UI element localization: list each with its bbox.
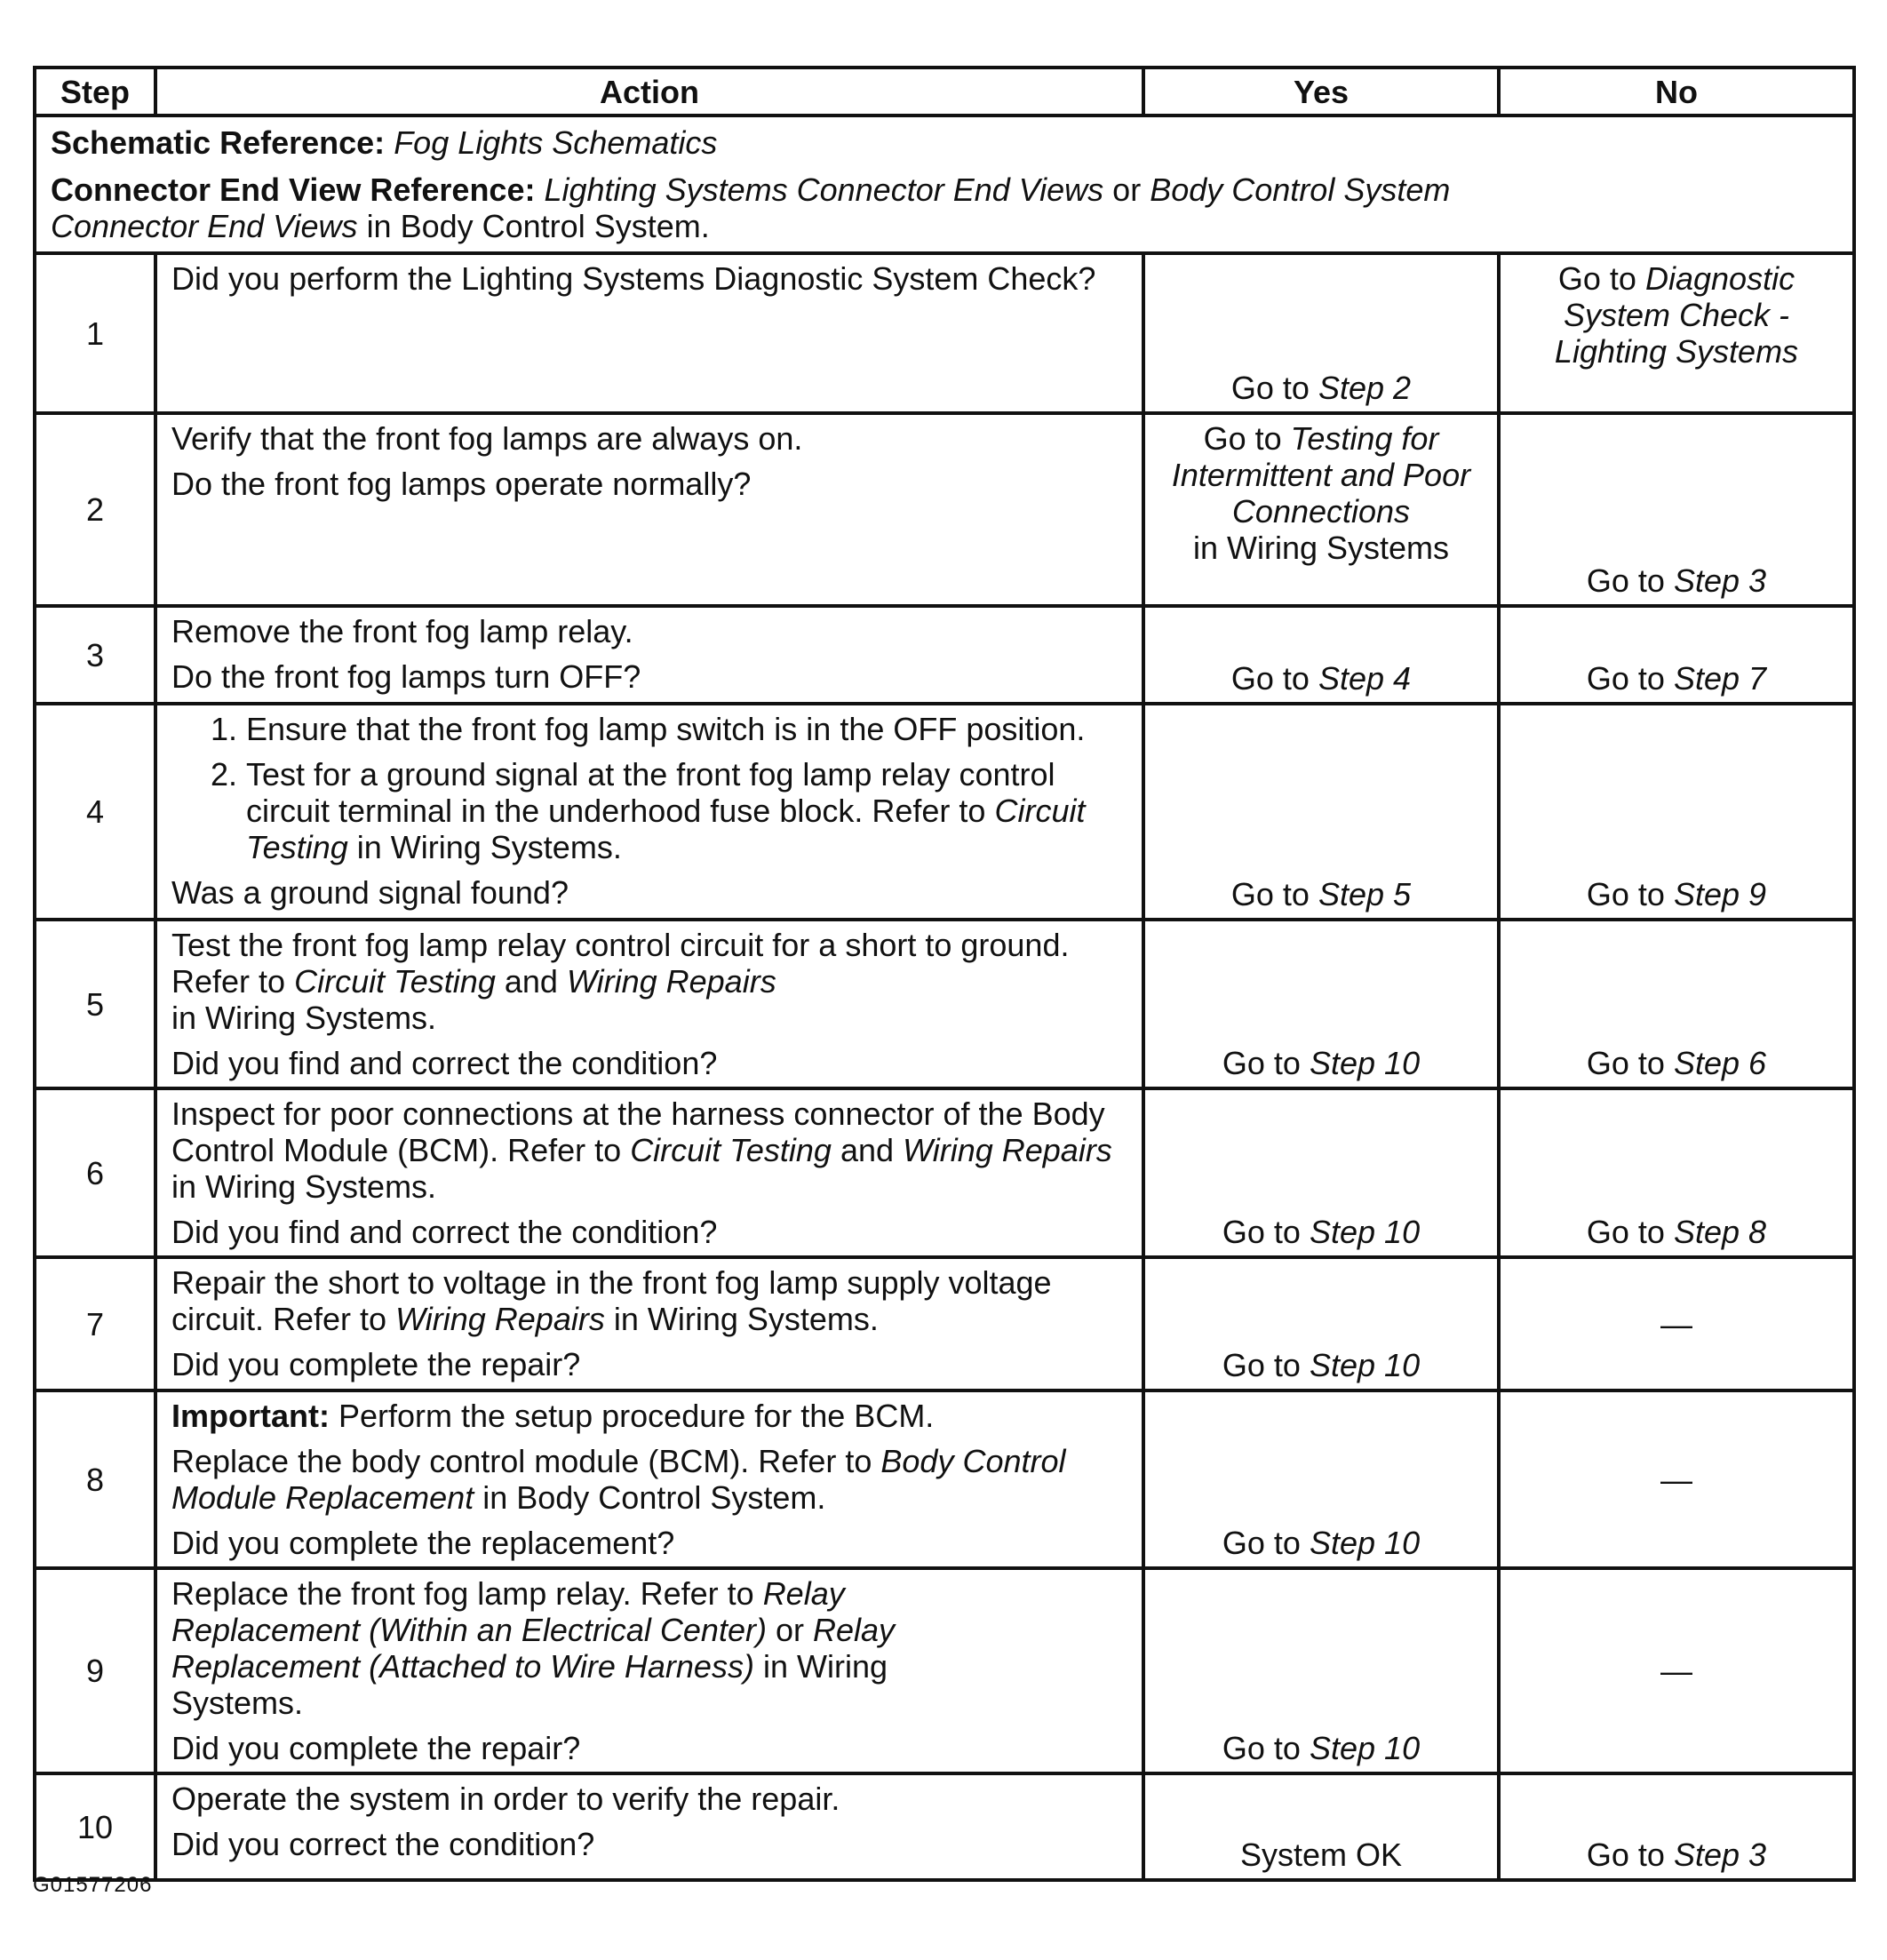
table-row: [35, 1568, 1854, 1773]
no-cell: [1499, 1773, 1854, 1880]
action-steps: [171, 711, 1127, 865]
action-text: [171, 1443, 1127, 1516]
bcm-replacement-link[interactable]: Body Control Module Replacement: [171, 1443, 1066, 1516]
table-row: [35, 606, 1854, 704]
no-cell: [1499, 1568, 1854, 1773]
action-text: Verify that the front fog lamps are always on.: [171, 420, 803, 457]
no-dash: —: [1660, 1653, 1692, 1689]
relay-replacement-center-link[interactable]: Relay Replacement (Within an Electrical Center): [171, 1575, 845, 1648]
action-cell: [155, 704, 1143, 920]
step-number: 4: [35, 704, 155, 920]
yes-cell: [1143, 1390, 1499, 1568]
action-text: [171, 1575, 971, 1721]
no-prefix: Go to: [1586, 562, 1665, 599]
step-number: 9: [35, 1568, 155, 1773]
no-link[interactable]: Step 3: [1673, 1837, 1767, 1873]
action-cell: [155, 1773, 1143, 1880]
wiring-repairs-link[interactable]: Wiring Repairs: [395, 1301, 605, 1337]
reference-row: [35, 116, 1854, 253]
yes-link[interactable]: Step 4: [1318, 660, 1412, 697]
yes-cell: [1143, 606, 1499, 704]
yes-link[interactable]: Testing for Intermittent and Poor Connections: [1171, 420, 1471, 530]
action-cell: [155, 1088, 1143, 1257]
step-number: 6: [35, 1088, 155, 1257]
yes-prefix: Go to: [1222, 1525, 1301, 1561]
table-row: [35, 704, 1854, 920]
yes-link[interactable]: Step 5: [1318, 876, 1412, 912]
no-cell: [1499, 920, 1854, 1088]
yes-result: System OK: [1239, 1837, 1403, 1873]
yes-cell: [1143, 1568, 1499, 1773]
action-cell: [155, 1390, 1143, 1568]
important-label: Important:: [171, 1398, 330, 1434]
header-no: No: [1499, 68, 1854, 116]
no-prefix: Go to: [1586, 876, 1665, 912]
action-question: Did you complete the replacement?: [171, 1525, 675, 1561]
step-number: 1: [35, 253, 155, 413]
header-action: Action: [155, 68, 1143, 116]
no-cell: [1499, 606, 1854, 704]
important-note: [171, 1398, 1127, 1434]
step-number: 5: [35, 920, 155, 1088]
step-number: 2: [35, 413, 155, 606]
action-cell: [155, 413, 1143, 606]
important-text: Perform the setup procedure for the BCM.: [338, 1398, 935, 1434]
action-cell: [155, 606, 1143, 704]
yes-prefix: Go to: [1230, 370, 1310, 406]
connector-reference: [51, 171, 1508, 244]
schematic-link[interactable]: Fog Lights Schematics: [394, 124, 718, 161]
table-row: [35, 253, 1854, 413]
action-text-main: Repair the short to voltage in the front fog lamp supply voltage circuit. Refer to: [171, 1264, 1052, 1337]
figure-id: G01577206: [33, 1873, 153, 1897]
no-link[interactable]: Step 8: [1673, 1214, 1767, 1250]
table-row: [35, 1257, 1854, 1390]
action-tail: in Body Control System.: [482, 1479, 826, 1516]
no-link[interactable]: Step 3: [1673, 562, 1767, 599]
action-question: Did you complete the repair?: [171, 1346, 581, 1382]
action-question: Do the front fog lamps turn OFF?: [171, 658, 641, 695]
action-text-main: Replace the front fog lamp relay. Refer to: [171, 1575, 754, 1612]
action-cell: [155, 1257, 1143, 1390]
table-row: [35, 1088, 1854, 1257]
no-link[interactable]: Step 9: [1673, 876, 1767, 912]
action-question: Did you find and correct the condition?: [171, 1045, 718, 1081]
action-question: Did you find and correct the condition?: [171, 1214, 718, 1250]
yes-prefix: Go to: [1230, 876, 1310, 912]
action-cell: [155, 920, 1143, 1088]
action-step-item: [246, 756, 1127, 865]
no-cell: [1499, 253, 1854, 413]
no-dash: —: [1660, 1461, 1692, 1498]
step-number: 7: [35, 1257, 155, 1390]
action-text: [171, 1264, 1127, 1337]
step-item-text: Test for a ground signal at the front fog lamp relay control circuit terminal in the underhood fuse block. Refer to: [246, 756, 1055, 829]
no-link[interactable]: Step 7: [1673, 660, 1767, 697]
yes-prefix: Go to: [1222, 1214, 1301, 1250]
action-or: or: [775, 1612, 804, 1648]
yes-cell: [1143, 1773, 1499, 1880]
action-text: [171, 1096, 1127, 1205]
yes-tail: in Wiring Systems: [1192, 530, 1450, 566]
action-question: Do the front fog lamps operate normally?: [171, 466, 752, 502]
table-row: [35, 413, 1854, 606]
action-and: and: [504, 963, 558, 1000]
no-cell: [1499, 704, 1854, 920]
action-text-main: Test the front fog lamp relay control circuit for a short to ground. Refer to: [171, 927, 1070, 1000]
action-text-main: Inspect for poor connections at the harness connector of the Body Control Module (BCM). Refer to: [171, 1096, 1105, 1168]
connector-label: Connector End View Reference:: [51, 171, 536, 208]
circuit-testing-link[interactable]: Circuit Testing: [294, 963, 496, 1000]
action-cell: [155, 1568, 1143, 1773]
yes-prefix: Go to: [1222, 1347, 1301, 1383]
table-row: [35, 1773, 1854, 1880]
no-link[interactable]: Diagnostic System Check - Lighting Systems: [1554, 260, 1799, 370]
action-tail: in Wiring Systems.: [613, 1301, 879, 1337]
action-text: Remove the front fog lamp relay.: [171, 613, 633, 649]
yes-cell: [1143, 253, 1499, 413]
no-cell: [1499, 1390, 1854, 1568]
yes-link[interactable]: Step 10: [1309, 1347, 1421, 1383]
action-text: [171, 927, 1127, 1036]
action-tail: in Wiring Systems.: [171, 1000, 437, 1036]
header-yes: Yes: [1143, 68, 1499, 116]
action-and: and: [840, 1132, 895, 1168]
yes-cell: [1143, 413, 1499, 606]
yes-cell: [1143, 920, 1499, 1088]
no-prefix: Go to: [1586, 1214, 1665, 1250]
circuit-testing-link[interactable]: Circuit Testing: [630, 1132, 832, 1168]
action-question: Did you complete the repair?: [171, 1730, 581, 1766]
yes-prefix: Go to: [1203, 420, 1282, 457]
connector-tail: in Body Control System.: [366, 208, 710, 244]
action-cell: [155, 253, 1143, 413]
no-dash: —: [1660, 1305, 1692, 1343]
no-link[interactable]: Step 6: [1673, 1045, 1767, 1081]
step-number: 3: [35, 606, 155, 704]
action-tail: in Wiring Systems.: [171, 1648, 888, 1721]
no-prefix: Go to: [1586, 1837, 1665, 1873]
step-number: 10: [35, 1773, 155, 1880]
connector-link-body[interactable]: Body Control System Connector End Views: [51, 171, 1451, 244]
action-question: Was a ground signal found?: [171, 874, 569, 911]
table-row: [35, 920, 1854, 1088]
connector-or: or: [1112, 171, 1142, 208]
yes-prefix: Go to: [1222, 1045, 1301, 1081]
wiring-repairs-link[interactable]: Wiring Repairs: [566, 963, 776, 1000]
schematic-reference: [51, 124, 1838, 161]
relay-replacement-harness-link[interactable]: Relay Replacement (Attached to Wire Harness): [171, 1612, 896, 1685]
no-prefix: Go to: [1586, 1045, 1665, 1081]
action-question: Did you perform the Lighting Systems Diagnostic System Check?: [171, 260, 1096, 297]
reference-cell: [35, 116, 1854, 253]
action-text-main: Replace the body control module (BCM). Refer to: [171, 1443, 872, 1479]
no-cell: [1499, 1088, 1854, 1257]
yes-cell: [1143, 704, 1499, 920]
yes-cell: [1143, 1257, 1499, 1390]
connector-link-lighting[interactable]: Lighting Systems Connector End Views: [544, 171, 1104, 208]
yes-prefix: Go to: [1230, 660, 1310, 697]
yes-link[interactable]: Step 10: [1309, 1214, 1421, 1250]
header-step: Step: [35, 68, 155, 116]
yes-link[interactable]: Step 10: [1309, 1045, 1421, 1081]
yes-link[interactable]: Step 10: [1309, 1730, 1421, 1766]
table-row: [35, 1390, 1854, 1568]
no-cell: [1499, 1257, 1854, 1390]
no-prefix: Go to: [1586, 660, 1665, 697]
step-item-tail: in Wiring Systems.: [356, 829, 622, 865]
header-row: [35, 68, 1854, 116]
no-cell: [1499, 413, 1854, 606]
schematic-label: Schematic Reference:: [51, 124, 386, 161]
yes-link[interactable]: Step 10: [1309, 1525, 1421, 1561]
yes-cell: [1143, 1088, 1499, 1257]
no-prefix: Go to: [1557, 260, 1636, 297]
diagnostic-table: [33, 66, 1856, 1882]
action-tail: in Wiring Systems.: [171, 1168, 437, 1205]
circuit-testing-link[interactable]: Circuit Testing: [246, 793, 1086, 865]
yes-link[interactable]: Step 2: [1318, 370, 1412, 406]
action-question: Did you correct the condition?: [171, 1826, 595, 1862]
wiring-repairs-link[interactable]: Wiring Repairs: [903, 1132, 1112, 1168]
step-number: 8: [35, 1390, 155, 1568]
yes-prefix: Go to: [1222, 1730, 1301, 1766]
action-step-item: 1. Ensure that the front fog lamp switch is in the OFF position.: [246, 711, 1127, 747]
action-text: Operate the system in order to verify the repair.: [171, 1781, 840, 1817]
